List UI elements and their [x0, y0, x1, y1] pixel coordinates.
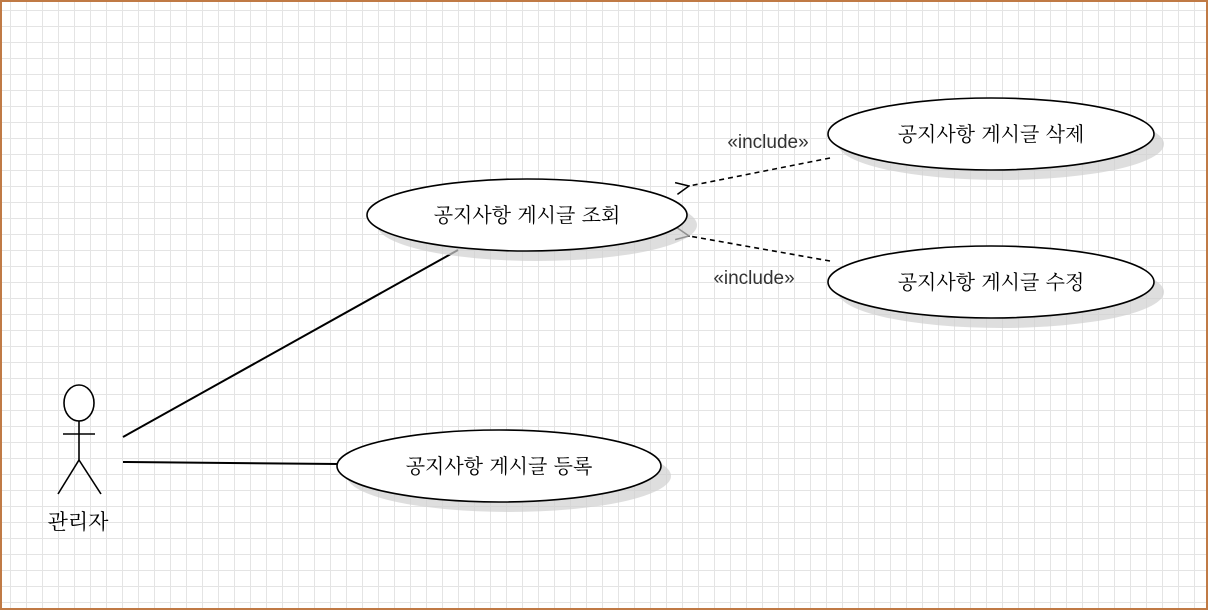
include-line-delete — [689, 158, 830, 186]
include-line-edit — [689, 236, 830, 261]
use-case-view-label: 공지사항 게시글 조회 — [433, 203, 621, 227]
use-case-edit-label: 공지사항 게시글 수정 — [897, 270, 1085, 294]
use-case-delete-label: 공지사항 게시글 삭제 — [897, 122, 1085, 146]
use-case-register[interactable] — [337, 430, 671, 512]
use-case-diagram — [2, 2, 1206, 608]
include-label-delete: «include» — [727, 132, 809, 153]
actor-head — [64, 385, 94, 421]
association-line-register — [123, 462, 338, 464]
actor-stick-figure[interactable] — [58, 385, 101, 494]
actor-right-leg — [79, 460, 101, 494]
association-line-view — [123, 250, 458, 437]
actor-left-leg — [58, 460, 79, 494]
include-label-edit: «include» — [713, 268, 795, 289]
use-case-delete[interactable] — [828, 98, 1164, 180]
use-case-register-label: 공지사항 게시글 등록 — [405, 454, 593, 478]
actor-label: 관리자 — [47, 510, 109, 534]
use-case-view[interactable] — [367, 179, 697, 261]
use-case-edit[interactable] — [828, 246, 1164, 328]
